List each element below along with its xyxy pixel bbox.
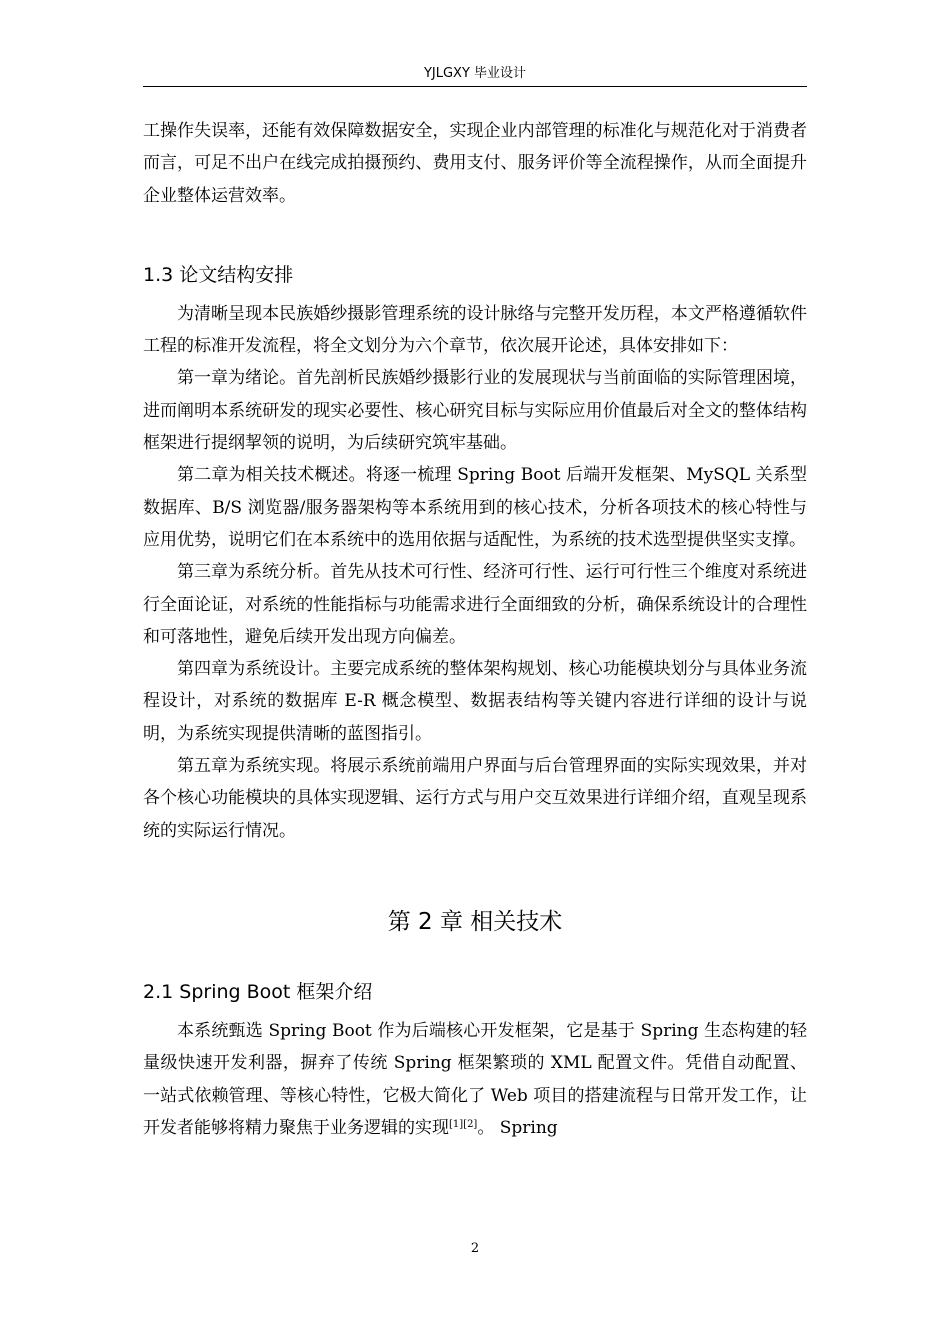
paragraph: 第五章为系统实现。将展示系统前端用户界面与后台管理界面的实际实现效果，并对各个核心功能模块的具体实现逻辑、运行方式与用户交互效果进行详细介绍，直观呈现系统的实际运行情况。: [143, 756, 807, 841]
section-heading-2-1: 2.1 Spring Boot 框架介绍: [143, 980, 373, 1003]
paragraph: 第一章为绪论。首先剖析民族婚纱摄影行业的发展现状与当前面临的实际管理困境，进而阐明本系统研发的现实必要性、核心研究目标与实际应用价值最后对全文的整体结构框架进行提纲挈领的说明，为后续研究筑牢基础。: [143, 368, 807, 454]
section-heading-1-3: 1.3 论文结构安排: [143, 263, 294, 286]
paragraph: 为清晰呈现本民族婚纱摄影管理系统的设计脉络与完整开发历程，本文严格遵循软件工程的标准开发流程，将全文划分为六个章节，依次展开论述，具体安排如下：: [143, 303, 807, 357]
paragraph: 第三章为系统分析。首先从技术可行性、经济可行性、运行可行性三个维度对系统进行全面论证，对系统的性能指标与功能需求进行全面细致的分析，确保系统设计的合理性和可落地性，避免后续开发出现方向偏差。: [143, 562, 807, 647]
paragraph: 第四章为系统设计。主要完成系统的整体架构规划、核心功能模块划分与具体业务流程设计，对系统的数据库 E-R 概念模型、数据表结构等关键内容进行详细的设计与说明，为系统实现提供清晰的蓝图指引。: [143, 659, 807, 744]
paragraph-text: 本系统甄选 Spring Boot 作为后端核心开发框架，它是基于 Spring 生态构建的轻量级快速开发利器，摒弃了传统 Spring 框架繁琐的 XML 配置文件。凭借自动配置、一站式依赖管理、等核心特性，它极大简化了 Web 项目的搭建流程与日常开发工作，让开发者能够将精力聚焦于业务逻辑的实现: [143, 1020, 807, 1138]
chapter-heading-2: 第 2 章 相关技术: [387, 908, 563, 935]
page-content: [143, 115, 807, 1144]
section-2-1-paragraph: [143, 1015, 807, 1144]
citation-marker: [1][2]: [449, 1118, 478, 1130]
page-number: 2: [470, 1241, 480, 1256]
page-header: YJLGXY 毕业设计: [423, 66, 527, 81]
header-divider: [143, 86, 807, 87]
paragraph: 第二章为相关技术概述。将逐一梳理 Spring Boot 后端开发框架、MySQL 关系型数据库、B/S 浏览器/服务器架构等本系统用到的核心技术，分析各项技术的核心特性与应用优势，说明它们在本系统中的选用依据与适配性，为系统的技术选型提供坚实支撑。: [143, 465, 807, 550]
intro-paragraph: 工操作失误率，还能有效保障数据安全，实现企业内部管理的标准化与规范化对于消费者而言，可足不出户在线完成拍摄预约、费用支付、服务评价等全流程操作，从而全面提升企业整体运营效率。: [143, 121, 807, 206]
paragraph-tail: 。 Spring: [477, 1117, 558, 1138]
section-1-3-body: [143, 298, 807, 847]
